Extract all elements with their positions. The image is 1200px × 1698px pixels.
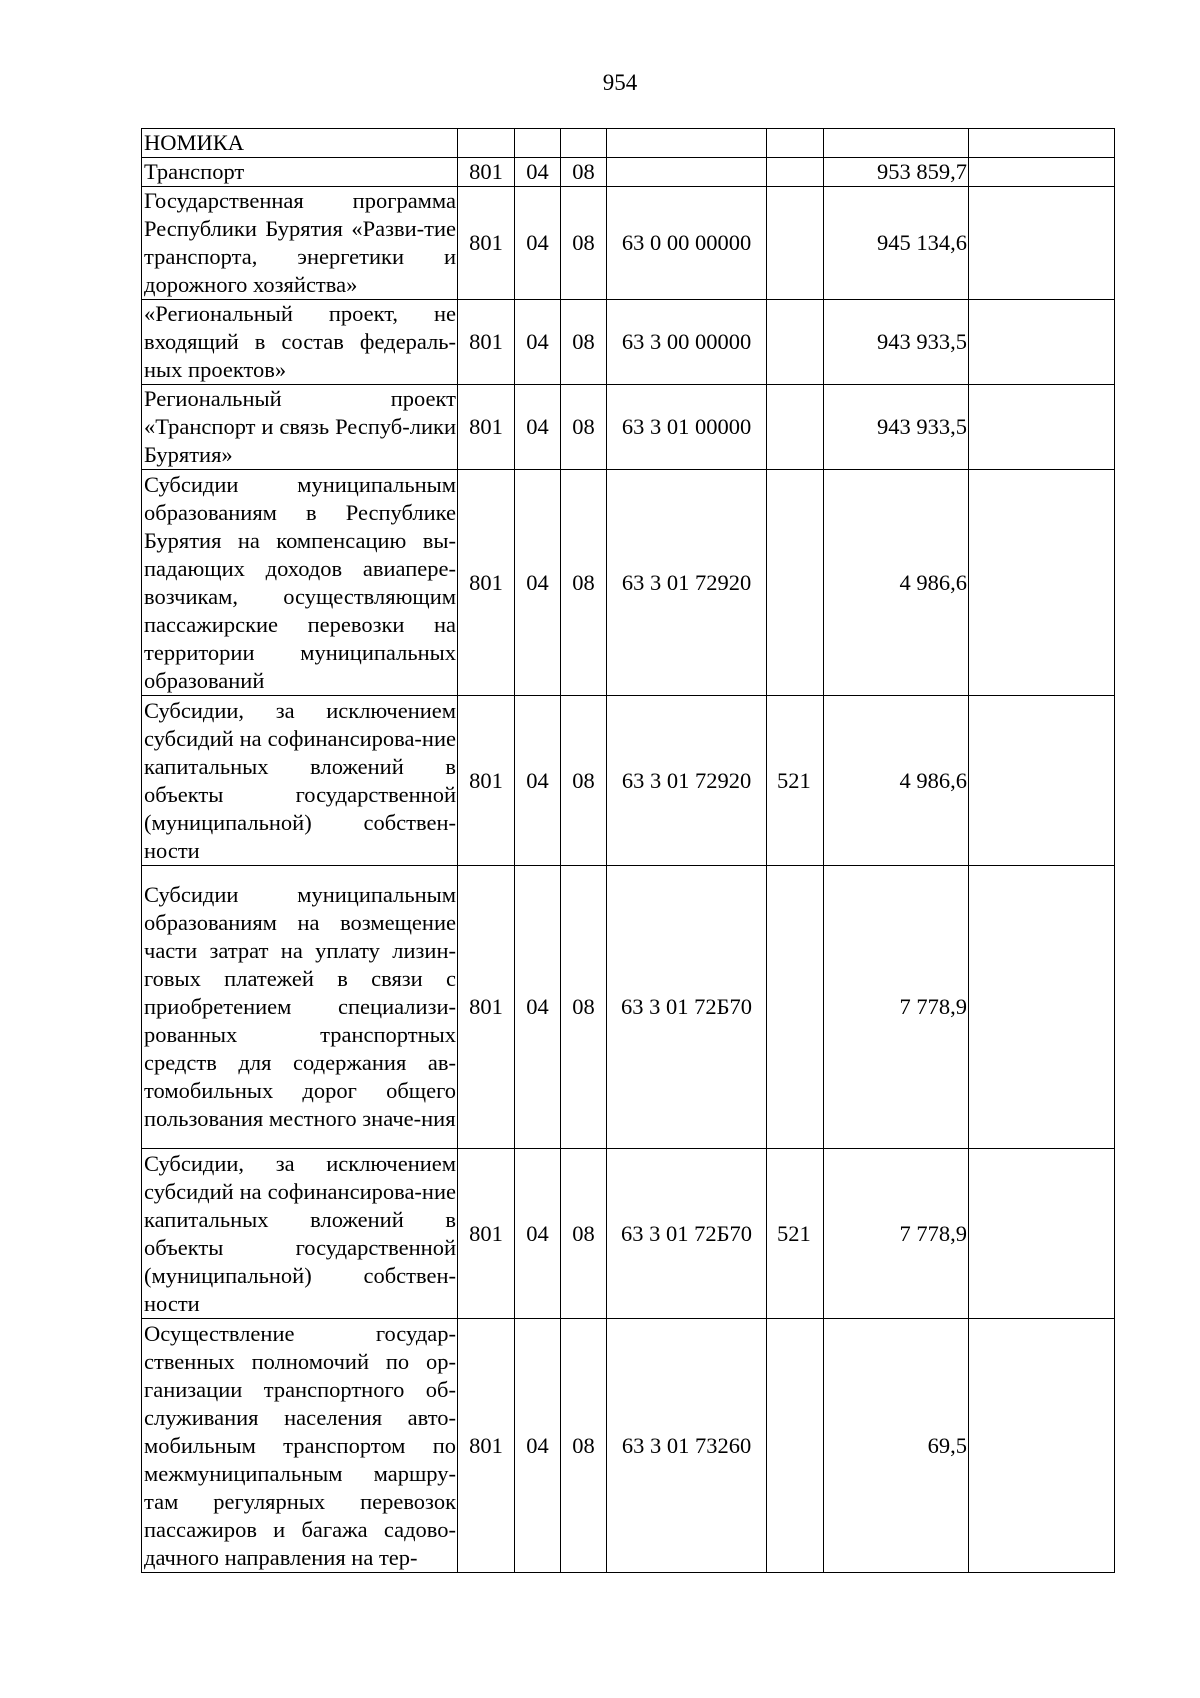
row-rz: 04 xyxy=(515,696,561,866)
row-name: «Региональный проект, не входящий в состав федераль-ных проектов» xyxy=(142,300,458,385)
row-vr xyxy=(767,187,824,300)
row-pr: 08 xyxy=(561,1149,607,1319)
table-row xyxy=(142,1149,1115,1319)
row-rz: 04 xyxy=(515,1149,561,1319)
row-vr: 521 xyxy=(767,696,824,866)
row-ved: 801 xyxy=(458,470,515,696)
row-vr xyxy=(767,385,824,470)
row-rz: 04 xyxy=(515,300,561,385)
row-extra xyxy=(969,1149,1115,1319)
row-name: Осуществление государ-ственных полномочий по ор-ганизации транспортного об-служивания населения авто-мобильным транспортом по межмуниципальным маршру-там регулярных перевозок пассажиров и багажа садово-дачного направления на тер- xyxy=(142,1319,458,1573)
row-name: Субсидии, за исключением субсидий на софинансирова-ние капитальных вложений в объекты государственной (муниципальной) собствен-ности xyxy=(142,696,458,866)
row-csr: 63 3 01 72Б70 xyxy=(607,1149,767,1319)
table-row xyxy=(142,187,1115,300)
row-vr xyxy=(767,1319,824,1573)
row-pr: 08 xyxy=(561,696,607,866)
row-rz: 04 xyxy=(515,385,561,470)
row-pr xyxy=(561,129,607,158)
row-pr: 08 xyxy=(561,866,607,1149)
row-csr: 63 3 01 00000 xyxy=(607,385,767,470)
table-row xyxy=(142,300,1115,385)
row-extra xyxy=(969,158,1115,187)
row-name: Субсидии муниципальным образованиям в Республике Бурятия на компенсацию вы-падающих доходов авиапере-возчикам, осуществляющим пассажирские перевозки на территории муниципальных образований xyxy=(142,470,458,696)
row-extra xyxy=(969,696,1115,866)
row-sum: 953 859,7 xyxy=(824,158,969,187)
row-extra xyxy=(969,1319,1115,1573)
row-name: Транспорт xyxy=(142,158,458,187)
row-rz: 04 xyxy=(515,158,561,187)
row-name: Субсидии, за исключением субсидий на софинансирова-ние капитальных вложений в объекты государственной (муниципальной) собствен-ности xyxy=(142,1149,458,1319)
row-csr: 63 3 01 72Б70 xyxy=(607,866,767,1149)
row-csr: 63 0 00 00000 xyxy=(607,187,767,300)
row-extra xyxy=(969,129,1115,158)
row-ved xyxy=(458,129,515,158)
row-pr: 08 xyxy=(561,300,607,385)
row-sum: 69,5 xyxy=(824,1319,969,1573)
budget-table xyxy=(141,128,1115,1573)
row-ved: 801 xyxy=(458,866,515,1149)
row-sum: 7 778,9 xyxy=(824,1149,969,1319)
row-extra xyxy=(969,385,1115,470)
row-csr xyxy=(607,129,767,158)
row-name: НОМИКА xyxy=(142,129,458,158)
row-pr: 08 xyxy=(561,158,607,187)
table-row xyxy=(142,866,1115,1149)
row-vr xyxy=(767,300,824,385)
table-row xyxy=(142,470,1115,696)
table-row xyxy=(142,1319,1115,1573)
row-extra xyxy=(969,300,1115,385)
row-sum: 7 778,9 xyxy=(824,866,969,1149)
row-name: Субсидии муниципальным образованиям на возмещение части затрат на уплату лизин-говых платежей в связи с приобретением специализи-рованных транспортных средств для содержания ав-томобильных дорог общего пользования местного значе-ния xyxy=(142,866,458,1149)
row-sum: 943 933,5 xyxy=(824,300,969,385)
row-vr xyxy=(767,158,824,187)
row-extra xyxy=(969,470,1115,696)
row-sum: 945 134,6 xyxy=(824,187,969,300)
row-csr xyxy=(607,158,767,187)
row-ved: 801 xyxy=(458,385,515,470)
row-name: Государственная программа Республики Бурятия «Разви-тие транспорта, энергетики и дорожного хозяйства» xyxy=(142,187,458,300)
row-vr xyxy=(767,129,824,158)
row-sum xyxy=(824,129,969,158)
row-csr: 63 3 01 72920 xyxy=(607,470,767,696)
row-pr: 08 xyxy=(561,385,607,470)
row-ved: 801 xyxy=(458,1319,515,1573)
row-pr: 08 xyxy=(561,1319,607,1573)
row-vr xyxy=(767,866,824,1149)
row-vr xyxy=(767,470,824,696)
row-rz: 04 xyxy=(515,1319,561,1573)
row-extra xyxy=(969,187,1115,300)
row-vr: 521 xyxy=(767,1149,824,1319)
row-csr: 63 3 00 00000 xyxy=(607,300,767,385)
row-rz xyxy=(515,129,561,158)
row-name: Региональный проект «Транспорт и связь Респуб-лики Бурятия» xyxy=(142,385,458,470)
row-sum: 943 933,5 xyxy=(824,385,969,470)
row-sum: 4 986,6 xyxy=(824,470,969,696)
row-pr: 08 xyxy=(561,470,607,696)
row-ved: 801 xyxy=(458,300,515,385)
row-ved: 801 xyxy=(458,696,515,866)
row-rz: 04 xyxy=(515,187,561,300)
table-row xyxy=(142,696,1115,866)
table-row xyxy=(142,385,1115,470)
row-ved: 801 xyxy=(458,1149,515,1319)
row-rz: 04 xyxy=(515,470,561,696)
page-number: 954 xyxy=(602,70,638,95)
row-csr: 63 3 01 73260 xyxy=(607,1319,767,1573)
row-csr: 63 3 01 72920 xyxy=(607,696,767,866)
table-row xyxy=(142,129,1115,158)
row-sum: 4 986,6 xyxy=(824,696,969,866)
row-ved: 801 xyxy=(458,158,515,187)
row-pr: 08 xyxy=(561,187,607,300)
table-row xyxy=(142,158,1115,187)
row-extra xyxy=(969,866,1115,1149)
row-ved: 801 xyxy=(458,187,515,300)
row-rz: 04 xyxy=(515,866,561,1149)
